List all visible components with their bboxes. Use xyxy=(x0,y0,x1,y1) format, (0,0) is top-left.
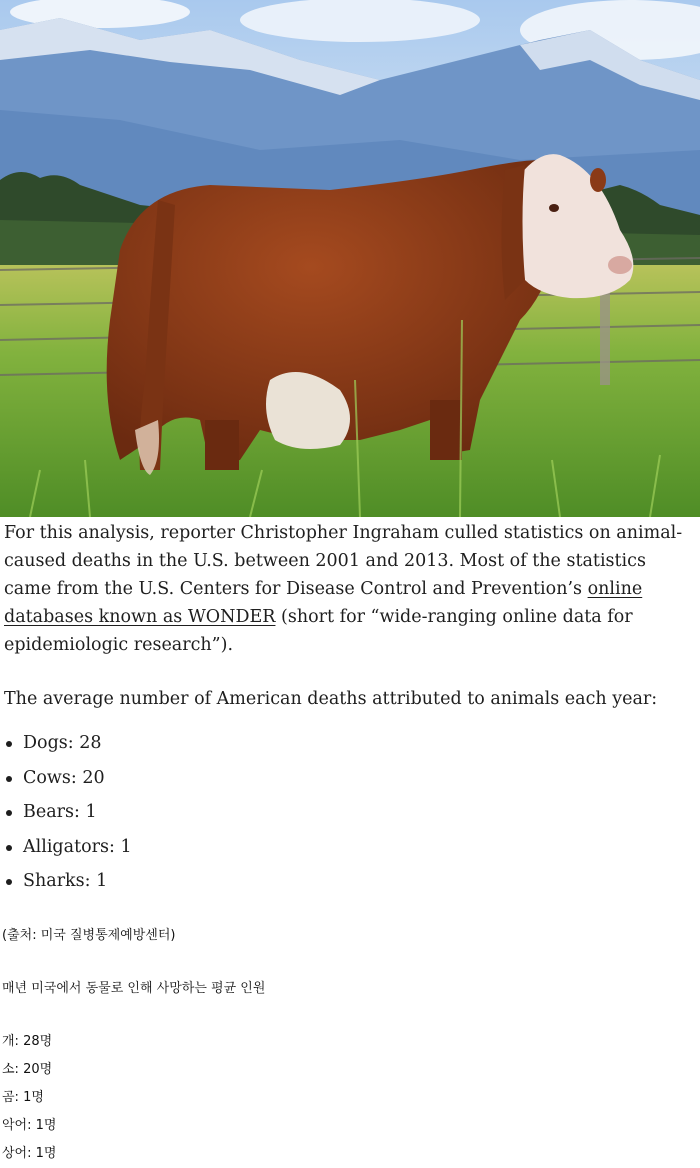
list-item: Bears: 1 xyxy=(4,798,696,833)
list-item: 악어: 1명 xyxy=(2,1117,57,1133)
list-item: 상어: 1명 xyxy=(2,1145,57,1161)
article-body xyxy=(0,517,700,902)
intro-text: For this analysis, reporter Christopher Ingraham culled statistics on animal-caused deaths in the U.S. between 2001 and 2013. Most of the statistics came from the U.S. Centers for Disease Control and Prevention’s xyxy=(4,523,683,599)
list-item: 개: 28명 xyxy=(2,1033,53,1049)
list-item: Sharks: 1 xyxy=(4,867,696,902)
list-item: Alligators: 1 xyxy=(4,833,696,868)
korean-stats-heading: 매년 미국에서 동물로 인해 사망하는 평균 인원 xyxy=(2,980,266,996)
bull-photo xyxy=(0,0,700,517)
intro-text-end: (short for “wide-ranging online data for epidemiologic research”). xyxy=(4,607,633,655)
list-item: Dogs: 28 xyxy=(4,729,696,764)
list-item: 곰: 1명 xyxy=(2,1089,44,1105)
list-item: Cows: 20 xyxy=(4,764,696,799)
source-note: (출처: 미국 질병통제예방센터) xyxy=(2,927,176,943)
korean-translation xyxy=(0,924,700,1168)
intro-paragraph xyxy=(4,517,696,659)
wonder-database-link[interactable]: online databases known as WONDER xyxy=(4,579,643,627)
stats-heading: The average number of American deaths attributed to animals each year: xyxy=(4,689,658,709)
stats-list xyxy=(4,729,696,902)
list-item: 소: 20명 xyxy=(2,1061,53,1077)
korean-stats-list xyxy=(2,1028,698,1168)
